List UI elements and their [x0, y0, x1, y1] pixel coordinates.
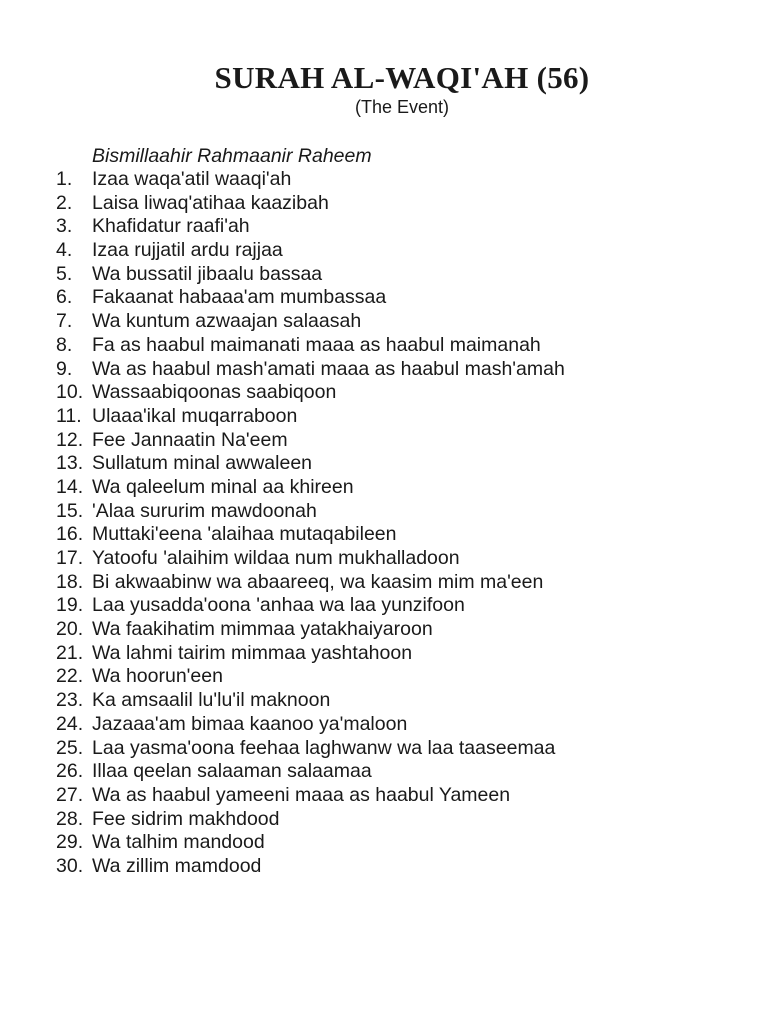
verse-item [56, 665, 565, 689]
verse-text: Ka amsaalil lu'lu'il maknoon [92, 689, 331, 712]
verse-number: 10. [56, 381, 84, 404]
verse-number: 3. [56, 215, 73, 238]
verse-text: Muttaki'eena 'alaihaa mutaqabileen [92, 523, 397, 546]
verse-item [56, 594, 565, 618]
verse-number: 12. [56, 428, 84, 451]
opening-line: Bismillaahir Rahmaanir Raheem [92, 145, 372, 167]
verse-number: 18. [56, 570, 84, 593]
verse-text: Wa hoorun'een [92, 665, 223, 688]
verse-number: 15. [56, 499, 84, 522]
verse-item [56, 547, 565, 571]
verse-text: Fa as haabul maimanati maaa as haabul maimanah [92, 333, 541, 356]
verse-item [56, 618, 565, 642]
verse-item [56, 500, 565, 524]
verse-item [56, 713, 565, 737]
verse-text: Wa lahmi tairim mimmaa yashtahoon [92, 641, 413, 664]
verse-item [56, 831, 565, 855]
verse-item [56, 429, 565, 453]
verse-text: Laisa liwaq'atihaa kaazibah [92, 191, 329, 214]
verse-number: 30. [56, 854, 84, 877]
verse-text: Bi akwaabinw wa abaareeq, wa kaasim mim ma'een [92, 570, 544, 593]
verse-item [56, 855, 565, 879]
verse-item [56, 689, 565, 713]
verse-text: Illaa qeelan salaaman salaamaa [92, 760, 372, 783]
verse-number: 2. [56, 191, 73, 214]
verse-text: Ulaaa'ikal muqarraboon [92, 404, 298, 427]
verse-item [56, 476, 565, 500]
verse-number: 26. [56, 760, 84, 783]
verse-number: 4. [56, 239, 73, 262]
verse-text: Wa bussatil jibaalu bassaa [92, 262, 323, 285]
verse-number: 22. [56, 665, 84, 688]
verse-text: Yatoofu 'alaihim wildaa num mukhalladoon [92, 547, 460, 569]
verse-list [56, 168, 565, 879]
verse-text: Wa faakihatim mimmaa yatakhaiyaroon [92, 618, 433, 641]
verse-item [56, 310, 565, 334]
verse-number: 6. [56, 286, 73, 309]
verse-item [56, 286, 565, 310]
verse-number: 5. [56, 262, 73, 285]
verse-text: Izaa rujjatil ardu rajjaa [92, 239, 283, 262]
verse-item [56, 808, 565, 832]
verse-item [56, 523, 565, 547]
verse-number: 27. [56, 783, 84, 806]
verse-number: 21. [56, 641, 84, 664]
verse-item [56, 405, 565, 429]
verse-item [56, 358, 565, 382]
verse-item [56, 239, 565, 263]
verse-text: Wa talhim mandood [92, 831, 265, 854]
verse-number: 17. [56, 547, 84, 569]
verse-text: Sullatum minal awwaleen [92, 452, 313, 475]
verse-text: Wa kuntum azwaajan salaasah [92, 310, 362, 333]
verse-text: Wa qaleelum minal aa khireen [92, 475, 354, 498]
verse-text: Fee sidrim makhdood [92, 807, 280, 830]
verse-item [56, 642, 565, 666]
verse-item [56, 760, 565, 784]
verse-number: 8. [56, 333, 73, 356]
verse-number: 9. [56, 357, 73, 380]
verse-number: 16. [56, 523, 84, 546]
verse-number: 11. [56, 404, 82, 427]
verse-text: Fee Jannaatin Na'eem [92, 428, 288, 451]
verse-text: 'Alaa sururim mawdoonah [92, 499, 317, 522]
verse-text: Izaa waqa'atil waaqi'ah [92, 168, 292, 190]
verse-number: 13. [56, 452, 84, 475]
document-title: SURAH AL-WAQI'AH (56) [214, 60, 590, 95]
verse-number: 20. [56, 618, 84, 641]
verse-number: 7. [56, 310, 73, 333]
verse-item [56, 168, 565, 192]
verse-item [56, 381, 565, 405]
verse-text: Khafidatur raafi'ah [92, 215, 250, 238]
verse-number: 14. [56, 475, 84, 498]
verse-number: 24. [56, 712, 84, 735]
verse-text: Wa zillim mamdood [92, 854, 262, 877]
verse-text: Jazaaa'am bimaa kaanoo ya'maloon [92, 712, 408, 735]
verse-item [56, 571, 565, 595]
document-subtitle: (The Event) [354, 97, 450, 117]
verse-item [56, 215, 565, 239]
verse-item [56, 192, 565, 216]
verse-item [56, 784, 565, 808]
verse-item [56, 263, 565, 287]
verse-text: Wa as haabul yameeni maaa as haabul Yameen [92, 783, 511, 806]
verse-item [56, 737, 565, 761]
verse-number: 1. [56, 168, 73, 190]
verse-text: Wa as haabul mash'amati maaa as haabul mash'amah [92, 357, 565, 380]
verse-number: 19. [56, 594, 84, 617]
verse-text: Laa yasma'oona feehaa laghwanw wa laa taaseemaa [92, 736, 556, 759]
verse-item [56, 334, 565, 358]
verse-text: Laa yusadda'oona 'anhaa wa laa yunzifoon [92, 594, 465, 617]
verse-text: Fakaanat habaaa'am mumbassaa [92, 286, 387, 309]
verse-number: 29. [56, 831, 84, 854]
verse-text: Wassaabiqoonas saabiqoon [92, 381, 337, 404]
verse-number: 28. [56, 807, 84, 830]
verse-number: 23. [56, 689, 84, 712]
verse-number: 25. [56, 736, 84, 759]
verse-item [56, 452, 565, 476]
